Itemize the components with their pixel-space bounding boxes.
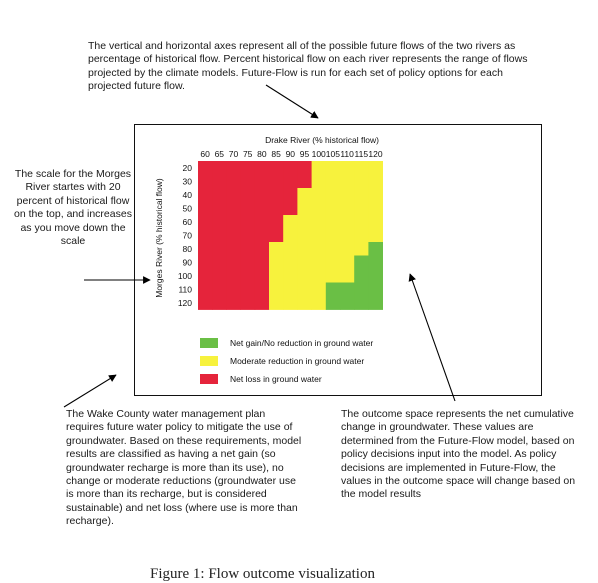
heatmap-cell-moderate [368, 175, 383, 189]
x-tick-labels [200, 149, 382, 159]
heatmap-cell-moderate [283, 296, 298, 310]
heatmap-cell-moderate [368, 229, 383, 243]
heatmap-cell-loss [241, 161, 256, 175]
heatmap-cell-loss [226, 296, 241, 310]
heatmap-cell-moderate [283, 215, 298, 229]
heatmap-cell-loss [212, 296, 227, 310]
heatmap-cell-moderate [283, 256, 298, 270]
heatmap-cell-moderate [368, 215, 383, 229]
arrow-bottom-left [64, 375, 116, 407]
heatmap-cell-gain [368, 256, 383, 270]
heatmap-cell-loss [255, 283, 270, 297]
y-tick-label: 80 [182, 243, 192, 254]
heatmap-cell-moderate [326, 202, 341, 216]
heatmap-cell-loss [226, 269, 241, 283]
x-tick-label: 100 [311, 149, 326, 159]
heatmap-cell-loss [212, 161, 227, 175]
heatmap-cell-moderate [326, 229, 341, 243]
heatmap-cell-loss [241, 175, 256, 189]
heatmap-cell-moderate [354, 188, 369, 202]
heatmap-cell-gain [354, 256, 369, 270]
heatmap-cell-moderate [326, 175, 341, 189]
heatmap-cell-loss [212, 188, 227, 202]
heatmap-cell-loss [198, 283, 213, 297]
heatmap-cell-loss [226, 215, 241, 229]
heatmap-cell-gain [354, 269, 369, 283]
legend-swatch [200, 374, 218, 384]
heatmap-cell-moderate [326, 242, 341, 256]
heatmap-cell-moderate [340, 229, 355, 243]
heatmap-cell-gain [326, 296, 341, 310]
heatmap-cell-moderate [312, 202, 327, 216]
x-tick-label: 90 [285, 149, 296, 159]
heatmap-cell-loss [283, 161, 298, 175]
heatmap-cell-moderate [312, 161, 327, 175]
heatmap-cell-moderate [354, 215, 369, 229]
heatmap-cell-moderate [340, 256, 355, 270]
heatmap-cell-gain [354, 283, 369, 297]
y-tick-label: 30 [182, 176, 192, 187]
heatmap-cell-moderate [312, 283, 327, 297]
heatmap-cell-moderate [340, 215, 355, 229]
heatmap-cell-moderate [297, 296, 312, 310]
x-tick-label: 105 [325, 149, 340, 159]
heatmap-cell-moderate [312, 269, 327, 283]
heatmap-cell-loss [255, 161, 270, 175]
heatmap-cell-loss [212, 242, 227, 256]
heatmap-cell-gain [354, 296, 369, 310]
heatmap-cell-loss [212, 215, 227, 229]
heatmap-cell-loss [212, 256, 227, 270]
y-tick-labels [178, 163, 192, 308]
heatmap-cell-moderate [340, 161, 355, 175]
y-tick-label: 120 [177, 297, 192, 308]
heatmap-cell-loss [198, 175, 213, 189]
heatmap-cell-loss [269, 188, 284, 202]
y-tick-label: 100 [177, 270, 192, 281]
legend-swatch [200, 356, 218, 366]
legend-item [200, 354, 364, 368]
heatmap-cell-loss [212, 283, 227, 297]
heatmap-cell-loss [198, 269, 213, 283]
arrow-bottom-right [410, 274, 455, 401]
left-annotation: The scale for the Morges River startes with 20 percent of historical flow on the top, and increases as you move down the scale [14, 168, 132, 248]
legend-item [200, 372, 322, 386]
top-annotation: The vertical and horizontal axes represent all of the possible future flows of the two rivers as percentage of historical flow. Percent historical flow on each river represents the range of flows projected by the climate models. Future-Flow is run for each set of policy options for each projected future flow. [88, 40, 528, 93]
heatmap-cell-moderate [269, 269, 284, 283]
heatmap-cell-moderate [340, 242, 355, 256]
heatmap-cell-loss [226, 161, 241, 175]
heatmap-cell-loss [255, 229, 270, 243]
heatmap-cell-moderate [297, 188, 312, 202]
heatmap-cell-loss [198, 188, 213, 202]
heatmap-cell-loss [269, 229, 284, 243]
legend-label: Net loss in ground water [230, 374, 322, 384]
heatmap-cell-moderate [269, 283, 284, 297]
heatmap-cell-loss [241, 269, 256, 283]
heatmap-cell-loss [198, 242, 213, 256]
heatmap-cell-moderate [312, 296, 327, 310]
heatmap-cell-loss [283, 175, 298, 189]
heatmap-cell-loss [198, 229, 213, 243]
heatmap-cell-moderate [283, 242, 298, 256]
heatmap-cell-loss [255, 188, 270, 202]
heatmap-cell-loss [255, 269, 270, 283]
heatmap-cell-loss [255, 215, 270, 229]
y-tick-label: 60 [182, 216, 192, 227]
heatmap-cell-loss [241, 202, 256, 216]
heatmap-cell-moderate [297, 256, 312, 270]
heatmap-cell-moderate [297, 215, 312, 229]
x-axis-title: Drake River (% historical flow) [265, 135, 379, 145]
heatmap-cell-loss [241, 256, 256, 270]
heatmap-cell-loss [241, 242, 256, 256]
heatmap-cell-moderate [269, 242, 284, 256]
heatmap-cell-loss [269, 161, 284, 175]
heatmap-cell-gain [340, 296, 355, 310]
heatmap-cell-loss [226, 175, 241, 189]
heatmap-cell-moderate [326, 269, 341, 283]
heatmap-cell-loss [241, 215, 256, 229]
legend-item [200, 336, 373, 350]
heatmap-cell-moderate [269, 256, 284, 270]
heatmap-cell-loss [226, 283, 241, 297]
heatmap-cell-loss [255, 202, 270, 216]
heatmap-cell-moderate [340, 269, 355, 283]
heatmap-cell-gain [368, 269, 383, 283]
heatmap-cell-moderate [297, 202, 312, 216]
heatmap-cells [198, 161, 383, 310]
heatmap-cell-moderate [354, 242, 369, 256]
heatmap-cell-moderate [312, 229, 327, 243]
arrow-top [266, 85, 318, 118]
heatmap-cell-moderate [297, 229, 312, 243]
heatmap-cell-loss [198, 202, 213, 216]
heatmap-cell-loss [283, 202, 298, 216]
heatmap-cell-moderate [326, 215, 341, 229]
x-tick-label: 75 [242, 149, 253, 159]
heatmap-cell-loss [198, 161, 213, 175]
heatmap-cell-loss [198, 215, 213, 229]
heatmap-cell-moderate [297, 269, 312, 283]
heatmap-cell-loss [269, 175, 284, 189]
y-tick-label: 110 [178, 284, 192, 295]
heatmap-cell-loss [226, 242, 241, 256]
heatmap-cell-moderate [283, 283, 298, 297]
heatmap-cell-loss [241, 283, 256, 297]
figure-caption: Figure 1: Flow outcome visualization [150, 566, 375, 582]
heatmap-cell-loss [255, 256, 270, 270]
x-tick-label: 115 [354, 149, 369, 159]
heatmap-cell-gain [326, 283, 341, 297]
heatmap-cell-loss [255, 242, 270, 256]
heatmap-cell-moderate [297, 242, 312, 256]
heatmap-cell-gain [368, 296, 383, 310]
heatmap-cell-loss [212, 202, 227, 216]
y-tick-label: 20 [182, 162, 192, 173]
y-tick-label: 40 [182, 189, 192, 200]
heatmap-cell-loss [226, 188, 241, 202]
heatmap-cell-moderate [368, 161, 383, 175]
heatmap-cell-loss [241, 229, 256, 243]
y-tick-label: 70 [182, 230, 192, 241]
x-tick-label: 110 [340, 149, 354, 159]
heatmap-cell-gain [368, 283, 383, 297]
heatmap-cell-loss [212, 229, 227, 243]
heatmap-cell-loss [212, 175, 227, 189]
heatmap-cell-moderate [340, 175, 355, 189]
heatmap-cell-loss [269, 215, 284, 229]
heatmap-cell-loss [241, 296, 256, 310]
heatmap-cell-moderate [312, 242, 327, 256]
heatmap-cell-loss [241, 188, 256, 202]
heatmap-cell-moderate [354, 202, 369, 216]
heatmap-cell-loss [212, 269, 227, 283]
legend-label: Moderate reduction in ground water [230, 356, 365, 366]
heatmap-cell-loss [198, 256, 213, 270]
x-tick-label: 95 [299, 149, 310, 159]
heatmap-cell-loss [255, 296, 270, 310]
heatmap-cell-moderate [354, 229, 369, 243]
heatmap-cell-moderate [368, 202, 383, 216]
heatmap-cell-moderate [312, 175, 327, 189]
x-tick-label: 65 [214, 149, 225, 159]
heatmap-cell-gain [368, 242, 383, 256]
heatmap-cell-moderate [312, 188, 327, 202]
heatmap-cell-loss [297, 175, 312, 189]
x-tick-label: 80 [257, 149, 267, 159]
x-tick-label: 60 [200, 149, 210, 159]
heatmap-cell-moderate [297, 283, 312, 297]
heatmap-cell-moderate [354, 175, 369, 189]
heatmap-cell-moderate [326, 188, 341, 202]
heatmap-cell-moderate [326, 161, 341, 175]
x-tick-label: 70 [228, 149, 239, 159]
heatmap-cell-moderate [340, 202, 355, 216]
heatmap-cell-moderate [368, 188, 383, 202]
heatmap-cell-loss [226, 256, 241, 270]
heatmap-cell-loss [283, 188, 298, 202]
heatmap-cell-moderate [283, 229, 298, 243]
heatmap-cell-loss [226, 202, 241, 216]
x-tick-label: 85 [271, 149, 281, 159]
heatmap-cell-loss [198, 296, 213, 310]
y-axis-title: Morges River (% historical flow) [154, 178, 164, 298]
bottom-right-annotation: The outcome space represents the net cumulative change in groundwater. These values are determined from the Future-Flow model, based on policy decisions input into the model. As policy decisions are implemented in Future-Flow, the values in the outcome space will change based on the model results [341, 408, 576, 501]
legend-swatch [200, 338, 218, 348]
heatmap-cell-moderate [340, 188, 355, 202]
heatmap-cell-moderate [283, 269, 298, 283]
heatmap-cell-moderate [326, 256, 341, 270]
bottom-left-annotation: The Wake County water management plan requires future water policy to mitigate the use of groundwater. Based on these requirements, model results are classified as having a net gain (so groundwater recharge is more than its use), no change or moderate reductions (groundwater use is more than its recharge, but is considered sustainable) and net loss (where use is more than recharge). [66, 408, 302, 528]
y-tick-label: 50 [182, 203, 192, 214]
heatmap-cell-loss [226, 229, 241, 243]
heatmap-cell-moderate [312, 215, 327, 229]
y-tick-label: 90 [182, 257, 192, 268]
heatmap-cell-loss [255, 175, 270, 189]
heatmap-cell-loss [297, 161, 312, 175]
heatmap-cell-moderate [269, 296, 284, 310]
heatmap-cell-loss [269, 202, 284, 216]
heatmap-cell-moderate [354, 161, 369, 175]
x-tick-label: 120 [368, 149, 383, 159]
legend-label: Net gain/No reduction in ground water [230, 338, 374, 348]
heatmap-cell-moderate [312, 256, 327, 270]
heatmap-cell-gain [340, 283, 355, 297]
